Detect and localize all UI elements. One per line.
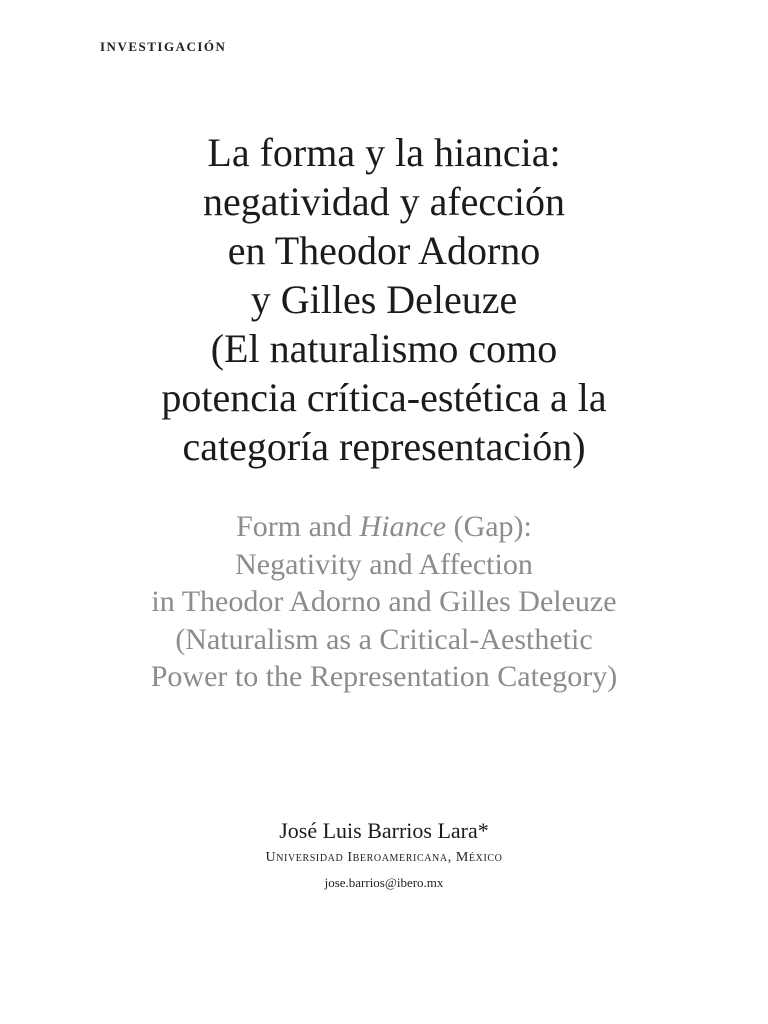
title-english-italic-term: Hiance xyxy=(359,510,447,543)
title-spanish-line: categoría representación) xyxy=(182,424,586,469)
title-english-line: in Theodor Adorno and Gilles Deleuze xyxy=(151,585,617,618)
author-block xyxy=(0,816,768,896)
author-affiliation: Universidad Iberoamericana, México xyxy=(265,850,503,865)
section-label: INVESTIGACIÓN xyxy=(100,39,227,54)
title-english-line: Negativity and Affection xyxy=(235,547,533,581)
author-name: José Luis Barrios Lara* xyxy=(279,818,489,843)
title-english-line: Power to the Representation Category) xyxy=(150,660,618,693)
title-english-text: Form and xyxy=(236,510,360,543)
title-spanish-line: (El naturalismo como xyxy=(210,326,558,371)
title-spanish-line: potencia crítica-estética a la xyxy=(161,375,607,420)
title-english-line xyxy=(0,508,768,546)
title-english xyxy=(0,508,768,696)
title-spanish-line: en Theodor Adorno xyxy=(227,228,541,273)
title-spanish xyxy=(0,128,768,471)
author-email[interactable]: jose.barrios@ibero.mx xyxy=(324,875,444,890)
title-spanish-line: negatividad y afección xyxy=(202,179,566,224)
title-english-line: (Naturalism as a Critical-Aesthetic xyxy=(175,622,593,656)
title-spanish-line: La forma y la hiancia: xyxy=(207,130,561,175)
title-english-text: (Gap): xyxy=(446,510,532,543)
title-spanish-line: y Gilles Deleuze xyxy=(250,277,518,322)
